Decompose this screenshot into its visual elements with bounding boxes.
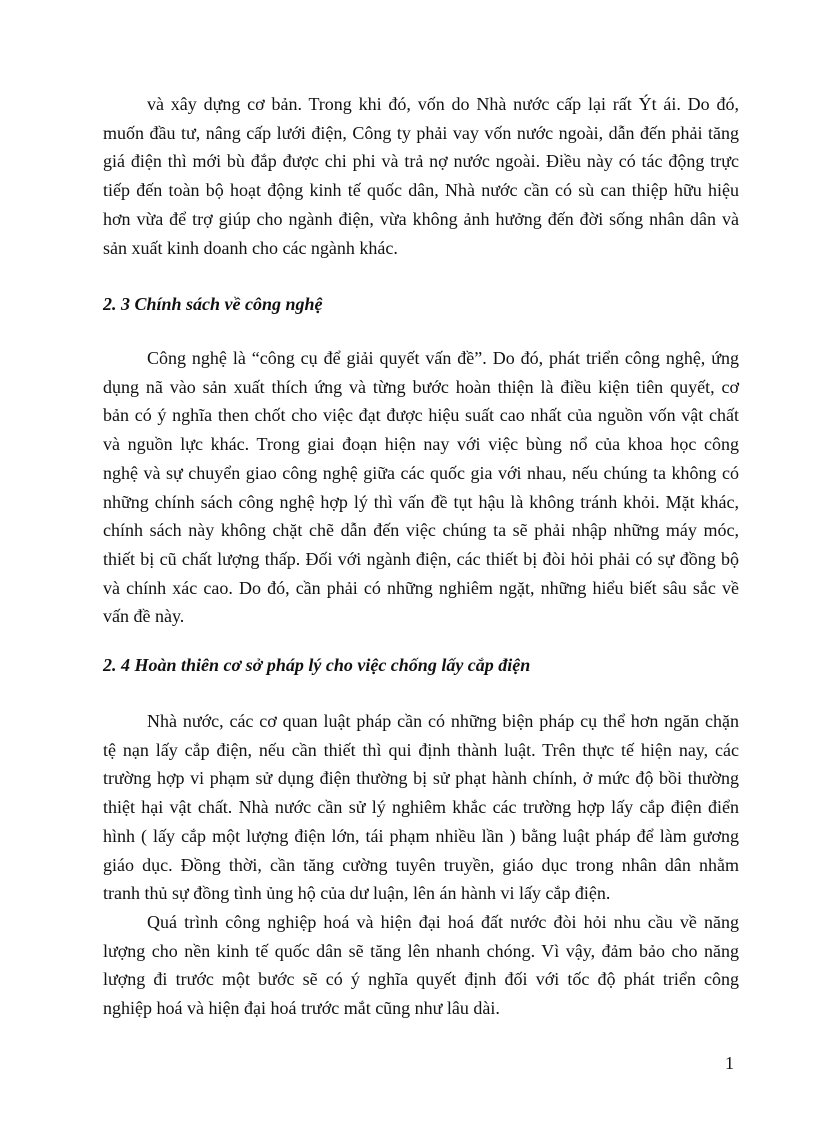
text-line: tiếp đến toàn bộ hoạt động kinh tế quốc dân, Nhà nước cần có sù can thiệp hữu hiệu [103,180,739,201]
text-line: những chính sách công nghệ hợp lý thì vấn đề tụt hậu là không tránh khỏi. Mặt khác, [103,491,739,512]
text-line: sản xuất kinh doanh cho các ngành khác. [103,237,398,258]
text-line: Công nghệ là “công cụ để giải quyết vấn đề”. Do đó, phát triển công nghệ, ứng [147,348,739,368]
paragraph-2 [103,344,739,631]
text-line: và xây dựng cơ bản. Trong khi đó, vốn do Nhà nước cấp lại rất Ýt ái. Do đó, [147,94,739,114]
text-line: Quá trình công nghiệp hoá và hiện đại hoá đất nước đòi hỏi nhu cầu về năng [147,912,739,932]
text-line: giáo dục. Đồng thời, cần tăng cường tuyên truyền, giáo dục trong nhân dân nhằm [103,854,739,875]
text-line: dụng nã vào sản xuất thích ứng và từng bước hoàn thiện là điều kiện tiên quyết, cơ [103,376,739,397]
text-line: vấn đề này. [103,606,185,627]
text-line: nghệ và sự chuyển giao công nghệ giữa các quốc gia với nhau, nếu chúng ta không có [103,462,739,483]
section-heading-2-3: 2. 3 Chính sách về công nghệ [103,294,323,314]
text-line: giá điện thì mới bù đắp được chi phi và trả nợ nước ngoài. Điều này có tác động trực [103,151,739,172]
text-line: tệ nạn lấy cắp điện, nếu cần thiết thì qui định thành luật. Trên thực tế hiện nay, các [103,739,739,760]
text-line: bản có ý nghĩa then chốt cho việc đạt được hiệu suất cao nhất của nguồn vốn vật chất [103,405,739,426]
text-line: tranh thủ sự đồng tình ủng hộ của dư luận, lên án hành vi lấy cắp điện. [103,883,611,904]
text-line: hơn vừa để trợ giúp cho ngành điện, vừa không ảnh hưởng đến đời sống nhân dân và [103,208,739,229]
section-heading-2-4: 2. 4 Hoàn thiên cơ sở pháp lý cho việc chống lấy cắp điện [103,655,531,675]
text-line: và chính xác cao. Do đó, cần phải có những nghiêm ngặt, những hiểu biết sâu sắc về [103,577,739,598]
paragraph-4 [103,908,739,1023]
text-line: Nhà nước, các cơ quan luật pháp cần có những biện pháp cụ thể hơn ngăn chặn [147,711,739,731]
paragraph-1 [103,90,739,262]
text-line: thiết bị cũ chất lượng thấp. Đối với ngành điện, các thiết bị đòi hỏi phải có sự đồng bộ [103,548,739,569]
text-line: lượng đi trước một bước sẽ có ý nghĩa quyết định đối với tốc độ phát triển công [103,969,739,990]
text-line: hình ( lấy cắp một lượng điện lớn, tái phạm nhiều lần ) bằng luật pháp để làm gương [103,825,739,846]
text-line: thiệt hại vật chất. Nhà nước cần sử lý nghiêm khắc các trường hợp lấy cắp điện điển [103,797,739,818]
text-line: trường hợp vi phạm sử dụng điện thường bị sử phạt hành chính, ở mức độ bồi thường [103,768,739,789]
text-line: muốn đầu tư, nâng cấp lưới điện, Công ty phải vay vốn nước ngoài, dẫn đến phải tăng [103,122,739,143]
paragraph-3 [103,707,739,908]
text-line: lượng cho nền kinh tế quốc dân sẽ tăng lên nhanh chóng. Vì vậy, đảm bảo cho năng [103,940,739,961]
text-line: chính sách này không chặt chẽ dẫn đến việc chúng ta sẽ phải nhập những máy móc, [103,520,739,541]
page-number: 1 [725,1053,734,1073]
text-line: nghiệp hoá và hiện đại hoá trước mắt cũng như lâu dài. [103,998,500,1019]
text-line: và nguồn lực khác. Trong giai đoạn hiện nay với việc bùng nổ của khoa học công [103,434,739,455]
